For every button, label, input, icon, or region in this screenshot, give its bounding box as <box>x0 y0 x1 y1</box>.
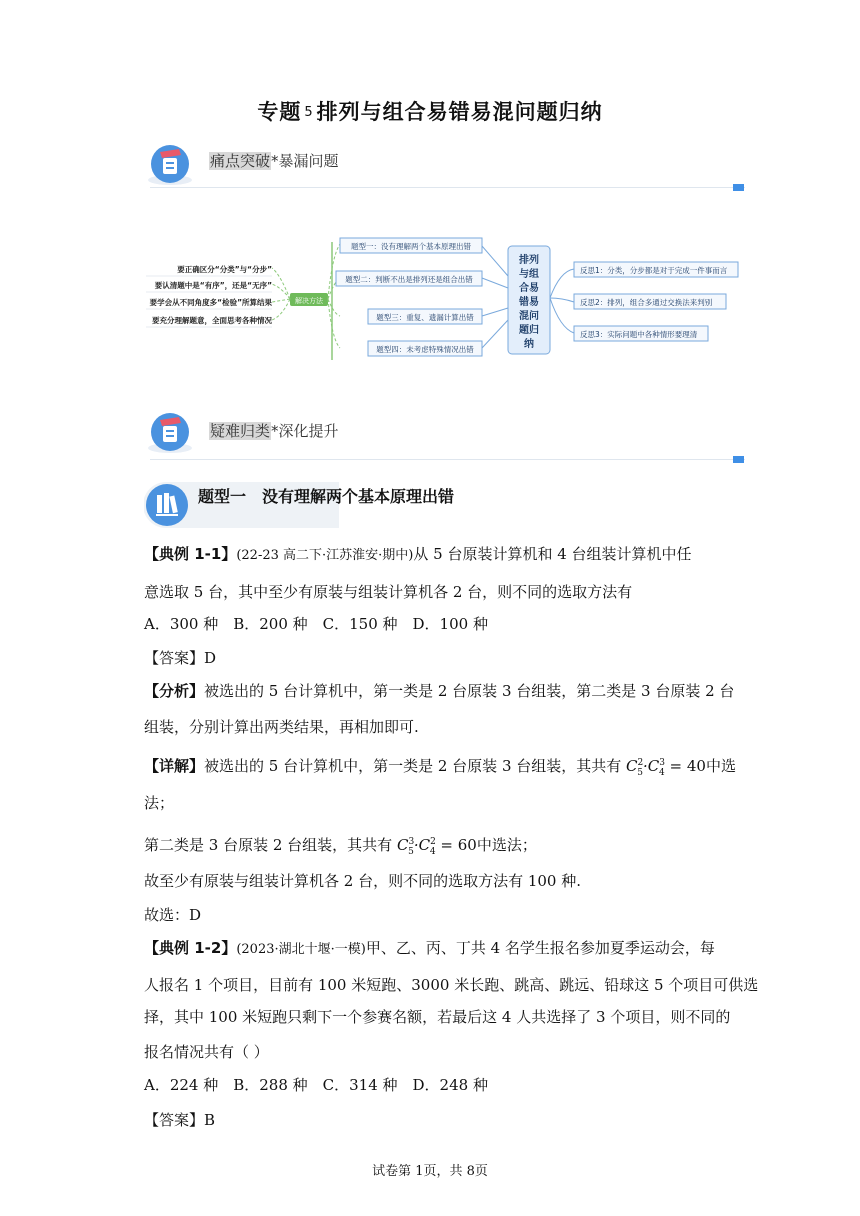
mindmap-reflection: 反思1：分类，分步都是对于完成一件事而言 <box>580 266 728 275</box>
svg-text:解决方法: 解决方法 <box>295 297 323 305</box>
example-choose: 故选：D <box>144 906 202 924</box>
mindmap-method: 要认清题中是“有序”，还是“无序” <box>154 281 272 290</box>
mindmap-reflection: 反思3：实际问题中各种情形要理清 <box>580 330 698 339</box>
mindmap-type: 题型一：没有理解两个基本原理出错 <box>351 242 471 251</box>
svg-text:错易: 错易 <box>519 297 539 308</box>
svg-text:合易: 合易 <box>519 283 539 294</box>
example-question: 人报名 1 个项目，目前有 100 米短跑、3000 米长跑、跳高、跳远、铅球这 5 个项目可供选 <box>144 976 759 994</box>
example-analysis: 【分析】被选出的 5 台计算机中，第一类是 2 台原装 3 台组装，第二类是 3 台原装 2 台 <box>144 682 735 700</box>
section-badge-icon <box>146 408 194 454</box>
example-detail: 法； <box>144 794 175 812</box>
mindmap-type: 题型四：未考虑特殊情况出错 <box>376 345 474 354</box>
section-divider <box>150 187 745 188</box>
type-header-title: 题型一 没有理解两个基本原理出错 <box>198 487 455 506</box>
example-question: 意选取 5 台，其中至少有原装与组装计算机各 2 台，则不同的选取方法有 <box>144 583 633 601</box>
example-options: A．224 种 B．288 种 C．314 种 D．248 种 <box>144 1076 488 1094</box>
example-options: A．300 种 B．200 种 C．150 种 D．100 种 <box>144 615 488 633</box>
mindmap-type: 题型二：判断不出是排列还是组合出错 <box>345 275 473 284</box>
formula: $C^2_5\cdot C^3_4$ <box>626 757 665 778</box>
mindmap-method: 要正确区分“分类”与“分步” <box>177 265 272 274</box>
example-question: 【典例 1-2】(2023·湖北十堰·一模)甲、乙、丙、丁共 4 名学生报名参加夏季运动会，每 <box>144 939 715 957</box>
mindmap-reflection: 反思2：排列，组合多通过交换法来判别 <box>580 298 713 307</box>
formula: $C^3_5\cdot C^2_4$ <box>396 836 436 857</box>
page-title: 专题 5 排列与组合易错易混问题归纳 <box>257 100 603 124</box>
mindmap-type: 题型三：重复、遗漏计算出错 <box>376 313 474 322</box>
example-detail: 第二类是 3 台原装 2 台组装，其共有 $C^3_5\cdot C^2_4 = 60$中选法； <box>144 836 537 857</box>
example-question: 【典例 1-1】(22-23 高二下·江苏淮安·期中)从 5 台原装计算机和 4 台组装计算机中任 <box>144 545 692 563</box>
section-divider <box>150 459 745 460</box>
example-detail: 故至少有原装与组装计算机各 2 台，则不同的选取方法有 100 种. <box>144 872 582 890</box>
example-analysis: 组装，分别计算出两类结果，再相加即可. <box>144 718 419 736</box>
mindmap-method: 要学会从不同角度多“检验”所算结果 <box>149 298 272 307</box>
section-label: 疑难归类*深化提升 <box>210 422 339 440</box>
example-question: 择，其中 100 米短跑只剩下一个参赛名额，若最后这 4 人共选择了 3 个项目，则不同的 <box>144 1008 731 1026</box>
mind-map <box>140 236 760 366</box>
section-label: 痛点突破*暴漏问题 <box>210 152 339 170</box>
svg-text:题归: 题归 <box>519 325 539 336</box>
section-divider-mark <box>733 456 744 463</box>
svg-text:排列: 排列 <box>519 255 539 266</box>
svg-text:混问: 混问 <box>519 311 539 322</box>
section-divider-mark <box>733 184 744 191</box>
section-badge-icon <box>146 140 194 186</box>
example-detail: 【详解】被选出的 5 台计算机中，第一类是 2 台原装 3 台组装，其共有 $C^2_5\cdot C^3_4 = 40$中选 <box>144 757 736 778</box>
example-answer: 【答案】B <box>144 1111 216 1129</box>
example-answer: 【答案】D <box>144 649 217 667</box>
svg-text:纳: 纳 <box>524 339 534 350</box>
example-question: 报名情况共有（ ） <box>144 1043 269 1061</box>
svg-text:与组: 与组 <box>519 269 539 280</box>
page-footer: 试卷第 1页，共 8页 <box>372 1164 488 1179</box>
mindmap-method: 要充分理解题意，全面思考各种情况 <box>152 316 272 325</box>
